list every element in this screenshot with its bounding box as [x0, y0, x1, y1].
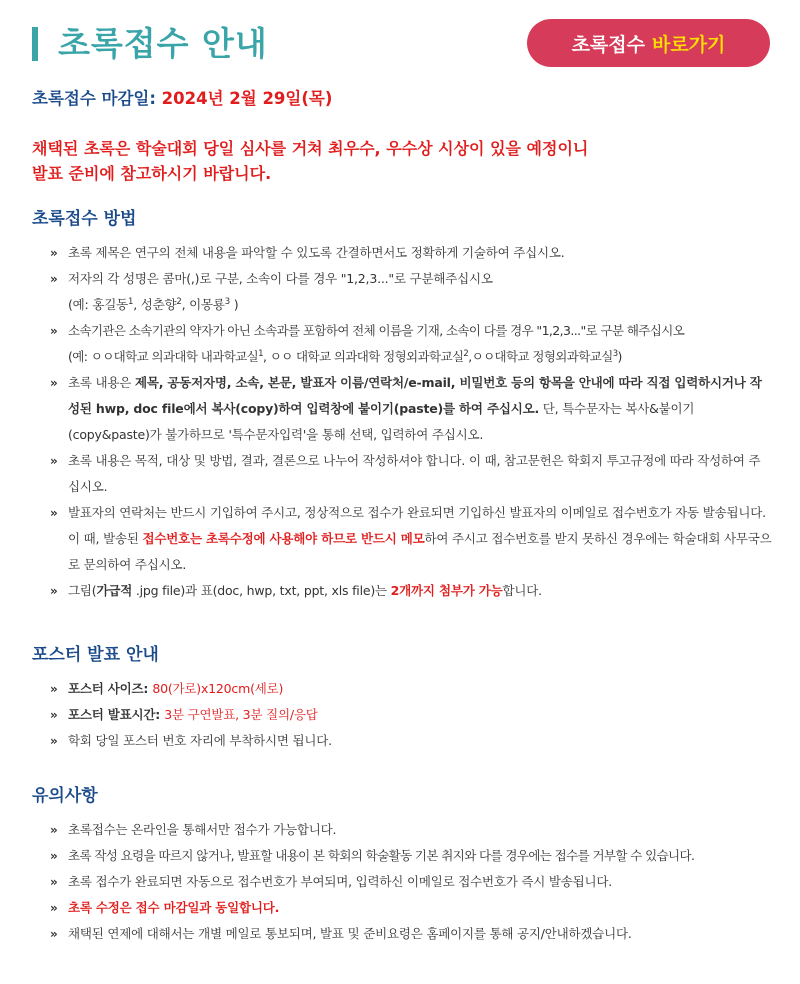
section-title-poster: 포스터 발표 안내 — [32, 645, 159, 665]
list-item: » 소속기관은 소속기관의 약자가 아닌 소속과를 포함하여 전체 이름을 기재, 소속이 다를 경우 "1,2,3..."로 구분 해주십시오 (예: ㅇㅇ대학교 의과대학 내과학교실$^1$, ㅇㅇ 대학교 의과대학 정형외과학교실$^2$,ㅇㅇ대학교 정형외과학교실$^3$) — [50, 318, 772, 370]
bullet-icon: » — [50, 272, 58, 286]
list-item: » 학회 당일 포스터 번호 자리에 부착하시면 됩니다. — [50, 728, 772, 754]
method-list — [50, 240, 772, 604]
list-item: » 초록 작성 요령을 따르지 않거나, 발표할 내용이 본 학회의 학술활동 기본 취지와 다를 경우에는 접수를 거부할 수 있습니다. — [50, 843, 772, 869]
bullet-icon: » — [50, 849, 58, 863]
bullet-icon: » — [50, 324, 58, 338]
bullet-icon: » — [50, 584, 58, 598]
award-notice-line1: 채택된 초록은 학술대회 당일 심사를 거쳐 최우수, 우수상 시상이 있을 예정이니 — [32, 139, 589, 158]
cta-prefix: 초록접수 — [571, 33, 645, 56]
bullet-icon: » — [50, 734, 58, 748]
list-item: » 초록 접수가 완료되면 자동으로 접수번호가 부여되며, 입력하신 이메일로 접수번호가 즉시 발송됩니다. — [50, 869, 772, 895]
section-title-caution: 유의사항 — [32, 786, 98, 806]
list-item: » 포스터 발표시간: 3분 구연발표, 3분 질의/응답 — [50, 702, 772, 728]
title-accent-bar — [32, 27, 38, 61]
bullet-icon: » — [50, 246, 58, 260]
list-item: » 그림(가급적 .jpg file)과 표(doc, hwp, txt, ppt, xls file)는 2개까지 첨부가 가능합니다. — [50, 578, 772, 604]
deadline-label: 초록접수 마감일: — [32, 89, 162, 108]
bullet-icon: » — [50, 901, 58, 915]
list-item: » 초록 내용은 제목, 공동저자명, 소속, 본문, 발표자 이름/연락처/e-mail, 비밀번호 등의 항목을 안내에 따라 직접 입력하시거나 작성된 hwp, doc file에서 복사(copy)하여 입력창에 붙이기(paste)를 하여 주십시오. 단, 특수문자는 복사&붙이기(copy&paste)가 불가하므로 '특수문자입력'을 통해 선택, 입력하여 주십시오. — [50, 370, 772, 448]
bullet-icon: » — [50, 927, 58, 941]
bullet-icon: » — [50, 708, 58, 722]
caution-list — [50, 817, 772, 947]
bullet-icon: » — [50, 823, 58, 837]
page-title: 초록접수 안내 — [58, 24, 268, 63]
list-item: » 초록접수는 온라인을 통해서만 접수가 가능합니다. — [50, 817, 772, 843]
list-item: » 발표자의 연락처는 반드시 기입하여 주시고, 정상적으로 접수가 완료되면 기입하신 발표자의 이메일로 접수번호가 자동 발송됩니다. 이 때, 발송된 접수번호는 초록수정에 사용해야 하므로 반드시 메모하여 주시고 접수번호를 받지 못하신 경우에는 학술대회 사무국으로 문의하여 주십시오. — [50, 500, 772, 578]
bullet-icon: » — [50, 875, 58, 889]
abstract-submit-shortcut-button[interactable] — [527, 19, 770, 67]
poster-list — [50, 676, 772, 754]
list-item: » 포스터 사이즈: 80(가로)x120cm(세로) — [50, 676, 772, 702]
cta-accent: 바로가기 — [652, 33, 726, 56]
bullet-icon: » — [50, 506, 58, 520]
list-item: » 채택된 연제에 대해서는 개별 메일로 통보되며, 발표 및 준비요령은 홈페이지를 통해 공지/안내하겠습니다. — [50, 921, 772, 947]
award-notice — [32, 136, 772, 186]
deadline — [32, 87, 332, 111]
list-item: » 초록 내용은 목적, 대상 및 방법, 결과, 결론으로 나누어 작성하셔야 합니다. 이 때, 참고문헌은 학회지 투고규정에 따라 작성하여 주십시오. — [50, 448, 772, 500]
bullet-icon: » — [50, 454, 58, 468]
award-notice-line2: 발표 준비에 참고하시기 바랍니다. — [32, 164, 272, 183]
list-item: » 초록 수정은 접수 마감일과 동일합니다. — [50, 895, 772, 921]
deadline-value: 2024년 2월 29일(목) — [161, 89, 333, 108]
bullet-icon: » — [50, 376, 58, 390]
header — [32, 22, 268, 66]
list-item: » 초록 제목은 연구의 전체 내용을 파악할 수 있도록 간결하면서도 정확하게 기술하여 주십시오. — [50, 240, 772, 266]
list-item: » 저자의 각 성명은 콤마(,)로 구분, 소속이 다를 경우 "1,2,3..."로 구분해주십시오 (예: 홍길동$^1$, 성춘향$^2$, 이몽룡$^3$ ) — [50, 266, 772, 318]
bullet-icon: » — [50, 682, 58, 696]
section-title-method: 초록접수 방법 — [32, 209, 137, 229]
